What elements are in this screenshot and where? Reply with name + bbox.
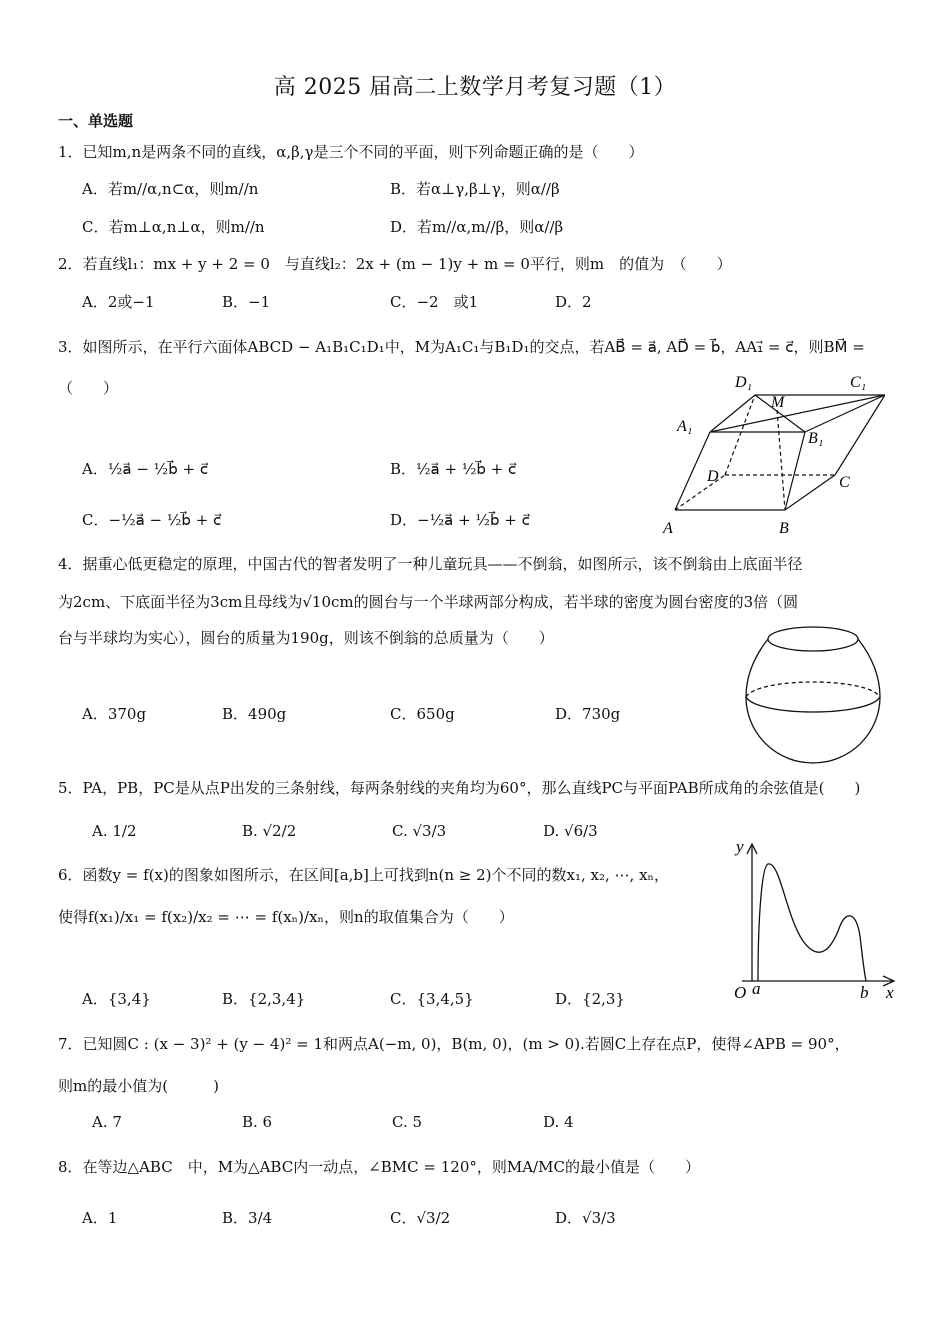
q2-stem: 2．若直线l₁：mx + y + 2 = 0 与直线l₂：2x + (m − 1)y + m = 0平行，则m 的值为 （ ）	[58, 255, 732, 273]
q3-stem: 3．如图所示，在平行六面体ABCD − A₁B₁C₁D₁中，M为A₁C₁与B₁D₁的交点，若AB⃗ = a⃗, AD⃗ = b⃗，AA₁⃗ = c⃗，则BM⃗ =	[58, 338, 865, 356]
q2-option-a: A．2或−1	[82, 293, 155, 311]
label-b1: B₁	[808, 430, 824, 447]
q1-option-d: D．若m//α,m//β，则α//β	[390, 218, 564, 236]
section-heading: 一、单选题	[58, 112, 134, 130]
q2-option-d: D．2	[555, 293, 592, 311]
q6-line2: 使得f(x₁)/x₁ = f(x₂)/x₂ = ⋯ = f(xₙ)/xₙ，则n的取值集合为（ ）	[58, 908, 514, 926]
q8-stem: 8．在等边△ABC 中，M为△ABC内一动点，∠BMC = 120°，则MA/MC的最小值是（ ）	[58, 1158, 700, 1176]
q1-option-b: B．若α⊥γ,β⊥γ，则α//β	[390, 180, 560, 198]
q8-option-d: D．√3/3	[555, 1209, 616, 1227]
q5-option-a: A. 1/2	[92, 822, 137, 840]
q7-option-c: C. 5	[392, 1113, 423, 1131]
label-c: C	[839, 474, 850, 491]
q5-option-b: B. √2/2	[242, 822, 297, 840]
q6-option-c: C．{3,4,5}	[390, 990, 474, 1008]
label-a: A	[663, 520, 673, 537]
tumbler-figure	[738, 622, 888, 770]
q8-option-a: A．1	[82, 1209, 118, 1227]
axis-label-x: x	[886, 983, 894, 1002]
origin-label: O	[734, 983, 747, 1002]
q6-option-b: B．{2,3,4}	[222, 990, 306, 1008]
label-d1: D₁	[735, 374, 753, 391]
q2-option-c: C．−2 或1	[390, 293, 479, 311]
q5-stem: 5．PA，PB，PC是从点P出发的三条射线，每两条射线的夹角均为60°，那么直线PC与平面PAB所成角的余弦值是( )	[58, 779, 861, 797]
parallelepiped-figure	[655, 365, 885, 540]
function-graph-figure	[728, 836, 900, 1004]
q3-option-b: B．½a⃗ + ½b⃗ + c⃗	[390, 460, 517, 478]
label-b: B	[779, 520, 789, 537]
q4-line1: 4．据重心低更稳定的原理，中国古代的智者发明了一种儿童玩具——不倒翁，如图所示，该不倒翁由上底面半径	[58, 555, 803, 573]
q4-option-a: A．370g	[82, 705, 147, 723]
q3-option-c: C．−½a⃗ − ½b⃗ + c⃗	[82, 511, 222, 529]
q7-option-b: B. 6	[242, 1113, 273, 1131]
q4-option-b: B．490g	[222, 705, 287, 723]
q7-line1: 7．已知圆C : (x − 3)² + (y − 4)² = 1和两点A(−m, 0)，B(m, 0)，(m > 0).若圆C上存在点P，使得∠APB = 90°，	[58, 1035, 850, 1053]
point-label-b: b	[860, 983, 869, 1002]
point-label-a: a	[752, 979, 761, 998]
q6-option-a: A．{3,4}	[82, 990, 151, 1008]
q4-option-c: C．650g	[390, 705, 455, 723]
q5-option-d: D. √6/3	[543, 822, 598, 840]
label-a1: A₁	[677, 418, 693, 435]
q1-stem: 1．已知m,n是两条不同的直线，α,β,γ是三个不同的平面，则下列命题正确的是（ ）	[58, 143, 644, 161]
label-d: D	[707, 468, 719, 485]
q4-option-d: D．730g	[555, 705, 621, 723]
q4-line2: 为2cm、下底面半径为3cm且母线为√10cm的圆台与一个半球两部分构成，若半球的密度为圆台密度的3倍（圆	[58, 593, 799, 611]
q1-option-c: C．若m⊥α,n⊥α，则m//n	[82, 218, 265, 236]
q8-option-c: C．√3/2	[390, 1209, 451, 1227]
q4-line3: 台与半球均为实心），圆台的质量为190g，则该不倒翁的总质量为（ ）	[58, 629, 554, 647]
q2-option-b: B．−1	[222, 293, 271, 311]
q8-option-b: B．3/4	[222, 1209, 273, 1227]
q7-option-a: A. 7	[92, 1113, 122, 1131]
label-c1: C₁	[850, 374, 867, 391]
axis-label-y: y	[736, 837, 744, 856]
q3-option-a: A．½a⃗ − ½b⃗ + c⃗	[82, 460, 209, 478]
q6-line1: 6．函数y = f(x)的图象如图所示，在区间[a,b]上可找到n(n ≥ 2)个不同的数x₁, x₂, ⋯, xₙ，	[58, 866, 670, 884]
q6-option-d: D．{2,3}	[555, 990, 625, 1008]
label-m: M	[771, 394, 785, 411]
page-title: 高 2025 届高二上数学月考复习题（1）	[273, 75, 677, 100]
q7-option-d: D. 4	[543, 1113, 574, 1131]
q5-option-c: C. √3/3	[392, 822, 447, 840]
q3-stem-paren: （ ）	[58, 379, 119, 397]
q7-line2: 则m的最小值为( )	[58, 1077, 219, 1095]
q1-option-a: A．若m//α,n⊂α，则m//n	[82, 180, 259, 198]
q3-option-d: D．−½a⃗ + ½b⃗ + c⃗	[390, 511, 530, 529]
